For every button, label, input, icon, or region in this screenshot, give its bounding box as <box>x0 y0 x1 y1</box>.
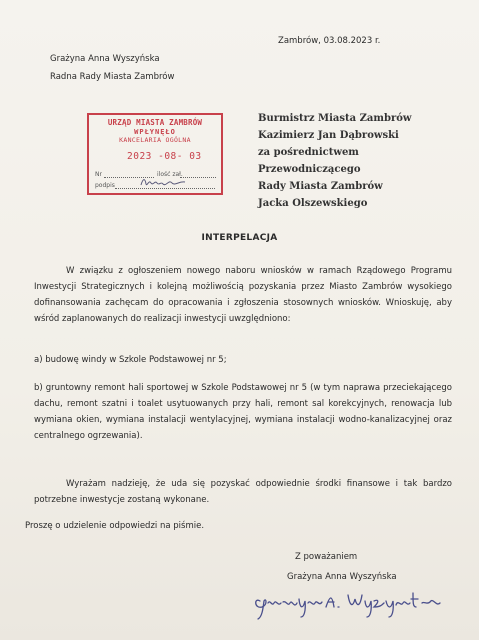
stamp-department: KANCELARIA OGÓLNA <box>119 136 191 144</box>
sender-block <box>50 50 174 86</box>
recipient-line: Rady Miasta Zambrów <box>258 181 383 192</box>
recipient-line: Kazimierz Jan Dąbrowski <box>258 130 399 141</box>
intro-paragraph: W związku z ogłoszeniem nowego naboru wniosków w ramach Rządowego Programu Inwestycji Strategicznych i kolejną możliwością pozyskania przez Miasto Zambrów wysokiego dofinansowania zachęcam do opracowania i zgłoszenia stosownych wniosków. Wnioskuję, aby wśród zaplanowanych do realizacji inwestycji uwzględniono: <box>34 266 452 324</box>
registry-stamp <box>87 113 223 195</box>
closing-block <box>287 549 397 585</box>
stamp-nr-label: Nr <box>95 171 102 178</box>
stamp-signature-label: podpis <box>95 182 115 189</box>
sender-name: Grażyna Anna Wyszyńska <box>50 54 160 64</box>
list-item-b: b) gruntowny remont hali sportowej w Szkole Podstawowej nr 5 (w tym naprawa przeciekającego dachu, remont szatni i toalet usytuowanych przy hali, remont sal korekcyjnych, renowacja lub wymiana okien, wymiana instalacji wentylacyjnej, wymiana instalacji wodno-kanalizacyjnej oraz centralnego ogrzewania). <box>34 383 452 441</box>
sender-role: Radna Rady Miasta Zambrów <box>50 72 175 82</box>
stamp-attachments-label: ilość zał. <box>157 171 183 178</box>
stamp-date: 2023 -08- 03 <box>127 151 202 162</box>
stamp-received: WPŁYNĘŁO <box>134 128 176 136</box>
place-date: Zambrów, 03.08.2023 r. <box>278 36 381 46</box>
stamp-office: URZĄD MIASTA ZAMBRÓW <box>107 118 203 127</box>
recipient-line: Burmistrz Miasta Zambrów <box>258 113 412 124</box>
handwritten-signature-icon <box>250 583 465 623</box>
recipient-block <box>258 110 412 212</box>
recipient-line: Jacka Olszewskiego <box>258 198 368 209</box>
recipient-line: Przewodniczącego <box>258 164 361 175</box>
stamp-initials-icon <box>139 175 187 189</box>
hope-paragraph: Wyrażam nadzieję, że uda się pozyskać odpowiednie środki finansowe i tak bardzo potrzebne inwestycje zostaną wykonane. <box>34 479 452 505</box>
closing-greeting: Z poważaniem <box>295 552 358 562</box>
request-paragraph: Proszę o udzielenie odpowiedzi na piśmie. <box>25 521 205 531</box>
closing-name: Grażyna Anna Wyszyńska <box>287 572 397 582</box>
document-title: INTERPELACJA <box>201 233 278 243</box>
list-item-a: a) budowę windy w Szkole Podstawowej nr 5; <box>34 355 227 365</box>
recipient-line: za pośrednictwem <box>258 147 359 158</box>
